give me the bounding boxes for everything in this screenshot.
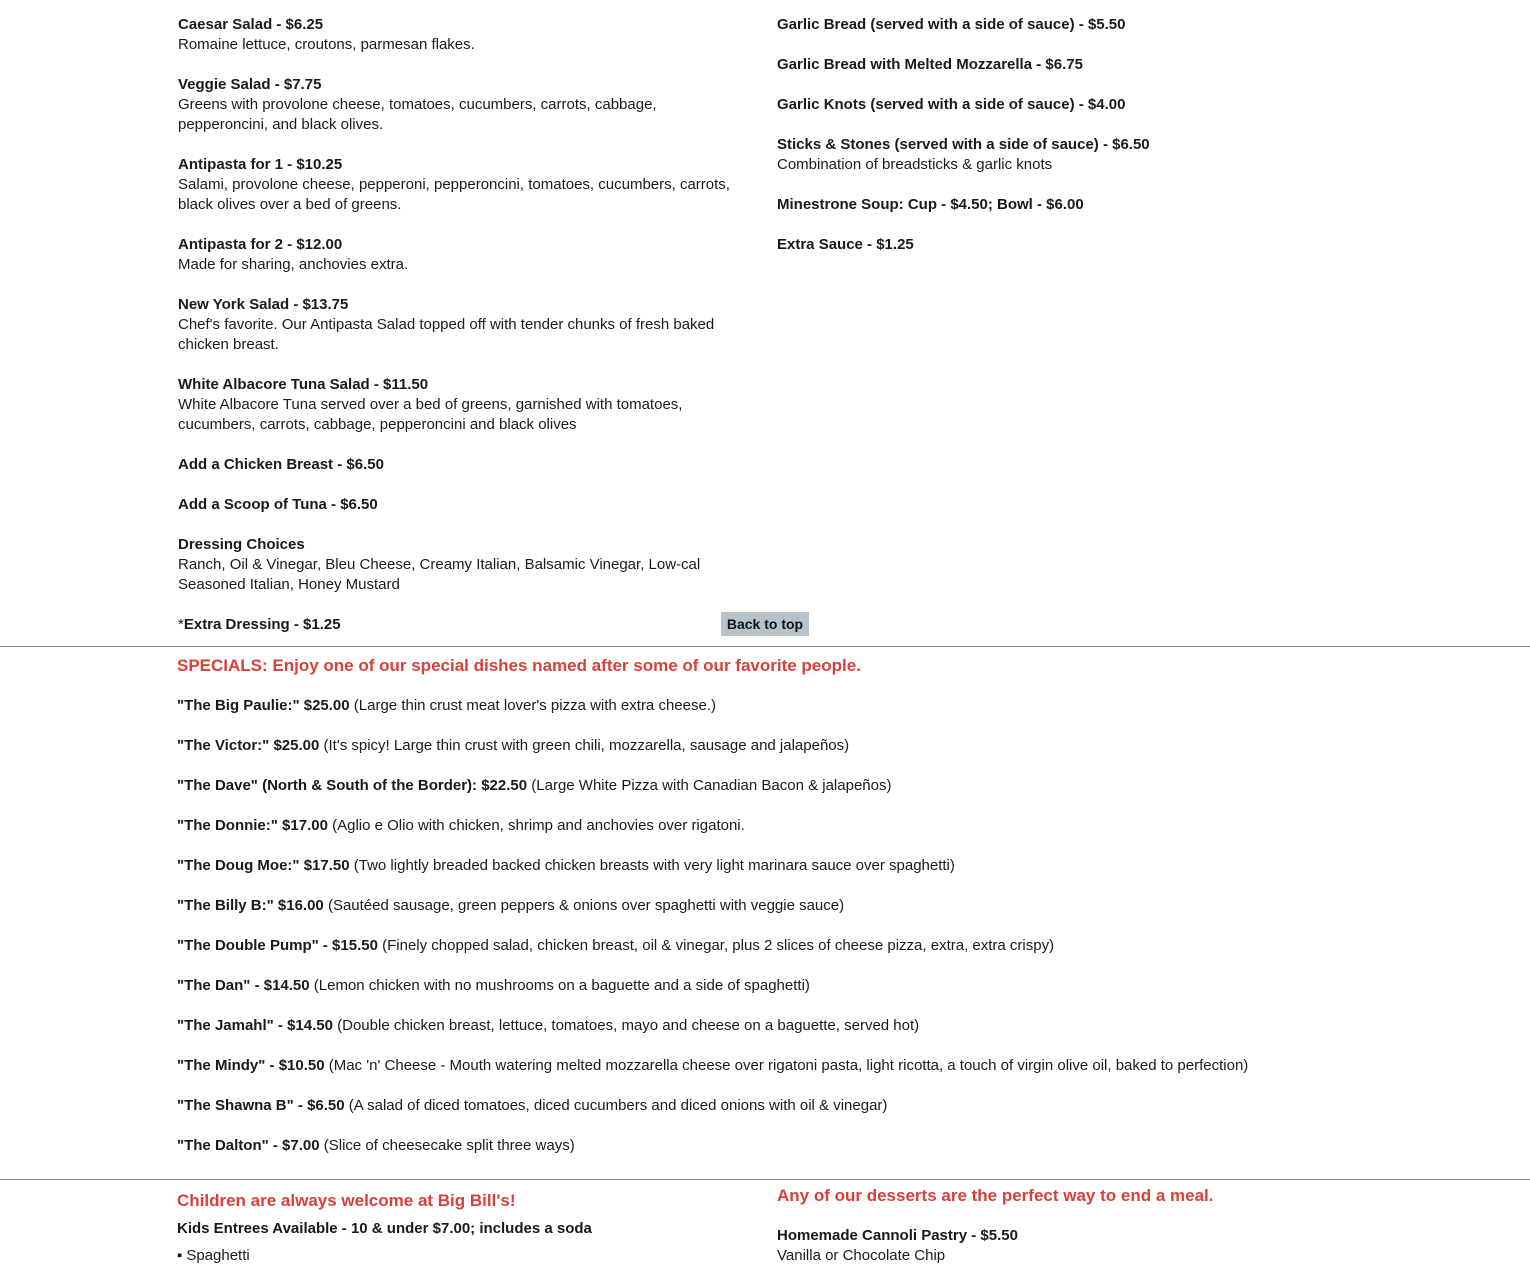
kids-heading: Children are always welcome at Big Bill's! <box>177 1191 516 1210</box>
asterisk: * <box>178 616 184 633</box>
specials-section <box>177 655 1477 1176</box>
menu-item-title: Garlic Knots (served with a side of sauce) - $4.00 <box>777 96 1126 113</box>
kids-item: ▪ Spaghetti <box>177 1246 737 1266</box>
menu-item-title: Extra Dressing - $1.25 <box>183 616 341 633</box>
menu-item-title: Antipasta for 2 - $12.00 <box>178 236 343 253</box>
appetizers-column <box>777 15 1377 275</box>
special-item <box>177 1096 1477 1116</box>
salads-column <box>178 15 738 635</box>
back-to-top-button[interactable]: Back to top <box>721 612 809 636</box>
special-item <box>177 1056 1477 1076</box>
menu-item <box>777 15 1377 35</box>
special-item <box>177 736 1477 756</box>
menu-item-desc: Made for sharing, anchovies extra. <box>178 256 409 273</box>
menu-item-title: Homemade Cannoli Pastry - $5.50 <box>777 1227 1018 1244</box>
menu-item-title: Minestrone Soup: Cup - $4.50; Bowl - $6.00 <box>777 196 1084 213</box>
special-item <box>177 936 1477 956</box>
menu-item-desc: Ranch, Oil & Vinegar, Bleu Cheese, Creamy Italian, Balsamic Vinegar, Low-cal Seasoned Italian, Honey Mustard <box>178 556 701 593</box>
special-item <box>177 1016 1477 1036</box>
special-item <box>177 696 1477 716</box>
menu-item <box>178 375 738 435</box>
menu-item-desc: Chef's favorite. Our Antipasta Salad topped off with tender chunks of fresh baked chicken breast. <box>178 316 715 353</box>
specials-heading: SPECIALS: Enjoy one of our special dishes named after some of our favorite people. <box>177 656 861 675</box>
menu-item <box>178 235 738 275</box>
special-desc: (A salad of diced tomatoes, diced cucumbers and diced onions with oil & vinegar) <box>344 1097 888 1114</box>
special-item <box>177 856 1477 876</box>
menu-item <box>777 1226 1377 1266</box>
special-item <box>177 896 1477 916</box>
menu-item <box>178 495 738 515</box>
special-name: "The Double Pump" - $15.50 <box>177 937 378 954</box>
special-name: "The Shawna B" - $6.50 <box>177 1097 345 1114</box>
menu-item-title: New York Salad - $13.75 <box>178 296 349 313</box>
menu-item-title: Caesar Salad - $6.25 <box>178 16 324 33</box>
menu-item <box>178 75 738 135</box>
special-name: "The Dan" - $14.50 <box>177 977 310 994</box>
menu-item <box>777 135 1377 175</box>
kids-subheading: Kids Entrees Available - 10 & under $7.00; includes a soda <box>177 1220 592 1237</box>
menu-item-title: White Albacore Tuna Salad - $11.50 <box>178 376 429 393</box>
special-desc: (Sautéed sausage, green peppers & onions over spaghetti with veggie sauce) <box>323 897 845 914</box>
menu-item <box>777 95 1377 115</box>
menu-item <box>777 55 1377 75</box>
section-divider <box>0 1179 1530 1180</box>
menu-item-desc: Romaine lettuce, croutons, parmesan flakes. <box>178 36 475 53</box>
special-desc: (Double chicken breast, lettuce, tomatoes, mayo and cheese on a baguette, served hot) <box>332 1017 920 1034</box>
special-desc: (Mac 'n' Cheese - Mouth watering melted mozzarella cheese over rigatoni pasta, light ricotta, a touch of virgin olive oil, baked to perfection) <box>324 1057 1249 1074</box>
special-item <box>177 816 1477 836</box>
menu-item-title: Garlic Bread with Melted Mozzarella - $6.75 <box>777 56 1083 73</box>
special-desc: (It's spicy! Large thin crust with green chili, mozzarella, sausage and jalapeños) <box>319 737 850 754</box>
menu-item <box>178 295 738 355</box>
kids-section <box>177 1190 737 1266</box>
menu-item-title: Antipasta for 1 - $10.25 <box>178 156 343 173</box>
special-desc: (Slice of cheesecake split three ways) <box>319 1137 575 1154</box>
extra-dressing <box>178 615 738 635</box>
special-name: "The Dave" (North & South of the Border): $22.50 <box>177 777 528 794</box>
desserts-section <box>777 1185 1377 1286</box>
menu-item-desc: Greens with provolone cheese, tomatoes, cucumbers, carrots, cabbage, pepperoncini, and black olives. <box>178 96 657 133</box>
menu-item <box>178 15 738 55</box>
special-name: "The Big Paulie:" $25.00 <box>177 697 350 714</box>
special-desc: (Aglio e Olio with chicken, shrimp and anchovies over rigatoni. <box>327 817 745 834</box>
menu-item <box>178 455 738 475</box>
menu-item-desc: Salami, provolone cheese, pepperoni, pepperoncini, tomatoes, cucumbers, carrots, black olives over a bed of greens. <box>178 176 730 213</box>
dressing-choices <box>178 535 738 595</box>
special-name: "The Victor:" $25.00 <box>177 737 320 754</box>
special-name: "The Dalton" - $7.00 <box>177 1137 320 1154</box>
special-desc: (Large White Pizza with Canadian Bacon & jalapeños) <box>527 777 892 794</box>
menu-item-title: Add a Chicken Breast - $6.50 <box>178 456 384 473</box>
menu-item-title: Dressing Choices <box>178 536 305 553</box>
special-desc: (Lemon chicken with no mushrooms on a baguette and a side of spaghetti) <box>309 977 810 994</box>
menu-item <box>777 235 1377 255</box>
special-name: "The Billy B:" $16.00 <box>177 897 324 914</box>
special-name: "The Doug Moe:" $17.50 <box>177 857 350 874</box>
special-desc: (Two lightly breaded backed chicken breasts with very light marinara sauce over spaghetti) <box>349 857 955 874</box>
special-name: "The Mindy" - $10.50 <box>177 1057 325 1074</box>
menu-item-title: Add a Scoop of Tuna - $6.50 <box>178 496 378 513</box>
desserts-heading: Any of our desserts are the perfect way to end a meal. <box>777 1186 1214 1205</box>
menu-item-desc: Vanilla or Chocolate Chip <box>777 1247 946 1264</box>
menu-item-title: Extra Sauce - $1.25 <box>777 236 914 253</box>
special-desc: (Finely chopped salad, chicken breast, oil & vinegar, plus 2 slices of cheese pizza, extra, extra crispy) <box>377 937 1055 954</box>
section-divider <box>0 646 1530 647</box>
special-name: "The Jamahl" - $14.50 <box>177 1017 333 1034</box>
special-item <box>177 976 1477 996</box>
special-name: "The Donnie:" $17.00 <box>177 817 328 834</box>
menu-item-desc: Combination of breadsticks & garlic knots <box>777 156 1053 173</box>
menu-item-title: Garlic Bread (served with a side of sauce) - $5.50 <box>777 16 1126 33</box>
special-desc: (Large thin crust meat lover's pizza with extra cheese.) <box>349 697 716 714</box>
special-item <box>177 1136 1477 1156</box>
menu-item-title: Sticks & Stones (served with a side of sauce) - $6.50 <box>777 136 1150 153</box>
menu-item-desc: White Albacore Tuna served over a bed of greens, garnished with tomatoes, cucumbers, carrots, cabbage, pepperoncini and black olives <box>178 396 683 433</box>
menu-item-title: Veggie Salad - $7.75 <box>178 76 322 93</box>
menu-item <box>178 155 738 215</box>
special-item <box>177 776 1477 796</box>
menu-item <box>777 195 1377 215</box>
